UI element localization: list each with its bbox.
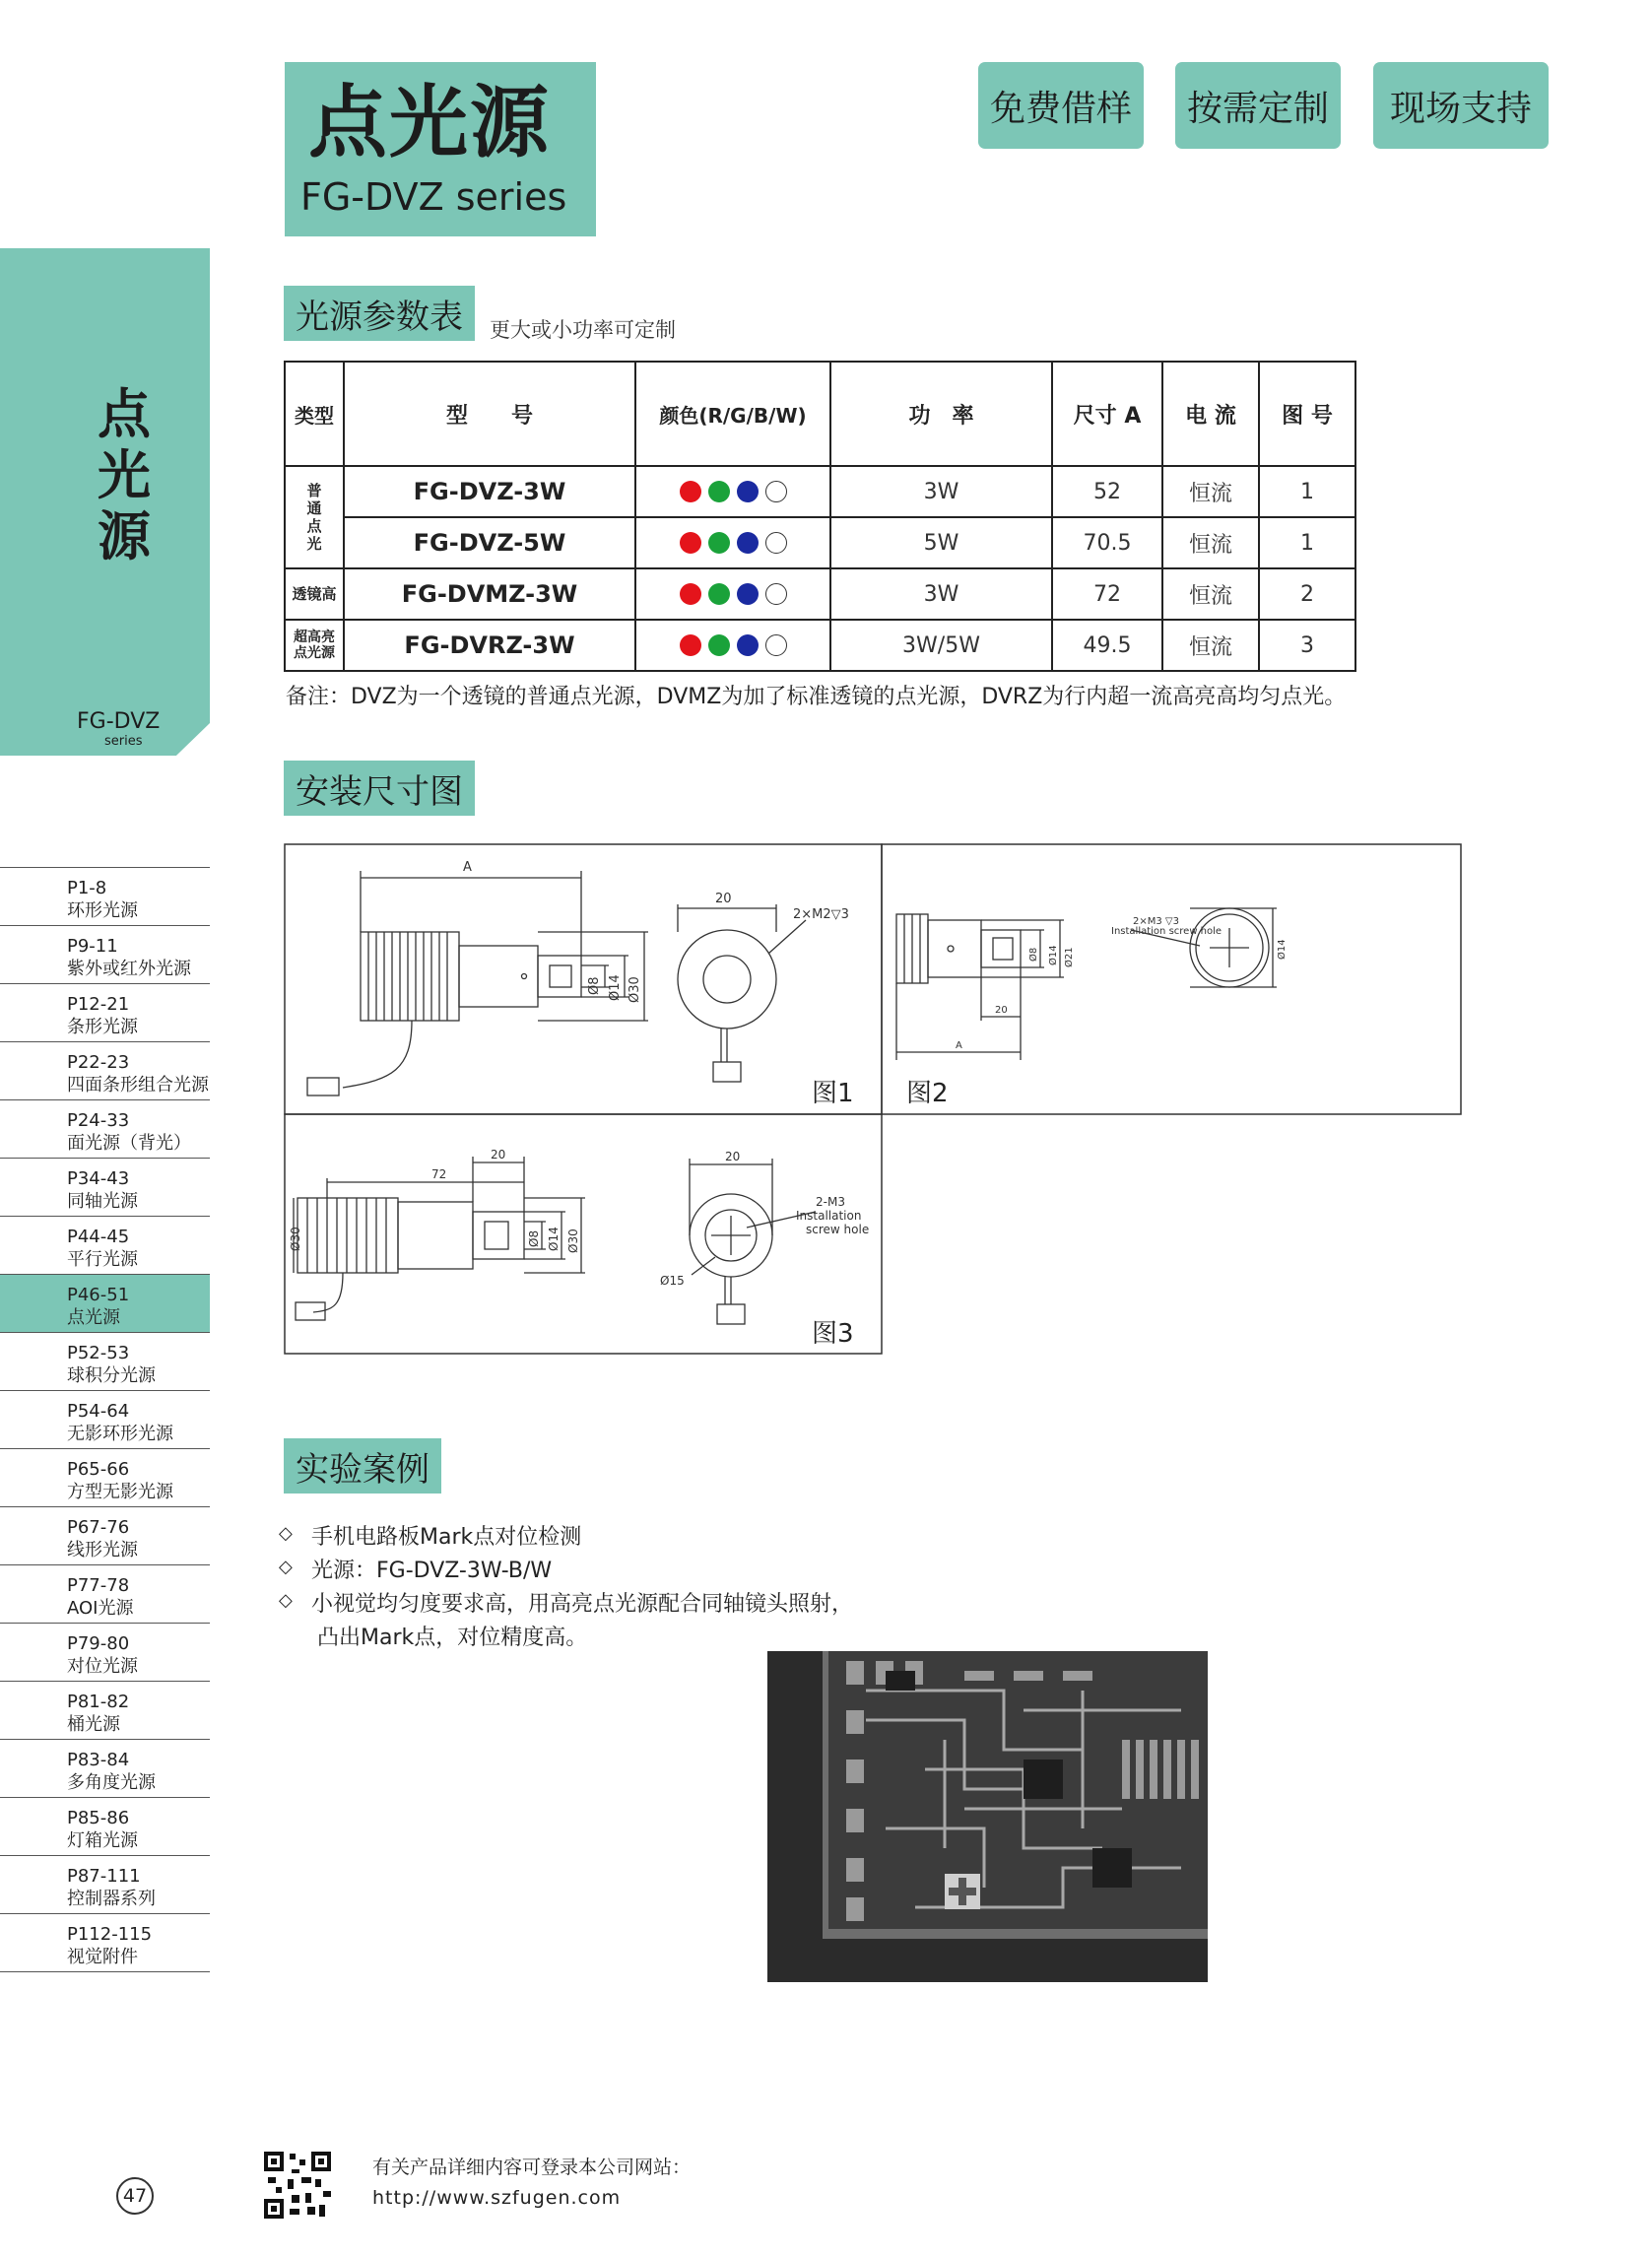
params-table bbox=[284, 361, 1356, 672]
toc-range: P77-78 bbox=[67, 1575, 130, 1596]
toc-range: P24-33 bbox=[67, 1110, 130, 1131]
col-header-type: 类型 bbox=[285, 362, 344, 466]
toc-label: 线形光源 bbox=[67, 1540, 138, 1560]
toc-item[interactable] bbox=[0, 1565, 210, 1624]
color-dots bbox=[636, 532, 829, 554]
fig3-panel bbox=[285, 1114, 882, 1354]
fig-cell: 1 bbox=[1259, 517, 1355, 568]
toc-label: 条形光源 bbox=[67, 1017, 138, 1037]
toc-item[interactable] bbox=[0, 1159, 210, 1217]
toc-range: P44-45 bbox=[67, 1227, 130, 1247]
toc-range: P79-80 bbox=[67, 1633, 130, 1654]
toc-label: 无影环形光源 bbox=[67, 1424, 173, 1444]
fig2-d14b: Ø14 bbox=[1277, 939, 1288, 960]
red-dot-icon bbox=[680, 583, 701, 605]
table-note: 备注：DVZ为一个透镜的普通点光源，DVMZ为加了标准透镜的点光源，DVRZ为行内超一流高亮高均匀点光。 bbox=[286, 685, 1347, 709]
color-dots bbox=[636, 481, 829, 502]
toc-range: P34-43 bbox=[67, 1168, 130, 1189]
page-subtitle: FG-DVZ series bbox=[300, 175, 567, 219]
white-dot-icon bbox=[765, 532, 787, 554]
fig1-screw-mark bbox=[522, 974, 527, 979]
toc-label: 平行光源 bbox=[67, 1249, 138, 1270]
install-heading: 安装尺寸图 bbox=[284, 761, 475, 816]
fig1-connector bbox=[307, 1078, 339, 1095]
toc-item[interactable] bbox=[0, 868, 210, 926]
toc-label: 环形光源 bbox=[67, 900, 138, 921]
toc-range: P85-86 bbox=[67, 1808, 130, 1828]
power-cell: 3W bbox=[830, 466, 1052, 517]
green-dot-icon bbox=[708, 634, 730, 656]
fig2-screw-spec: 2×M3 ▽3 bbox=[1133, 916, 1179, 927]
type-label: 超高亮点光源 bbox=[294, 630, 335, 661]
qr-code-icon bbox=[262, 2150, 333, 2221]
toc-label: 灯箱光源 bbox=[67, 1830, 138, 1851]
col-header-size: 尺寸 A bbox=[1052, 362, 1162, 466]
toc-item[interactable] bbox=[0, 926, 210, 984]
fig1-cable bbox=[343, 1021, 412, 1088]
toc-range: P87-111 bbox=[67, 1866, 141, 1887]
toc-range: P54-64 bbox=[67, 1401, 130, 1422]
sidebar-title: 点光源 bbox=[98, 383, 151, 567]
case-bullet-3: 小视觉均匀度要求高，用高亮点光源配合同轴镜头照射， bbox=[311, 1592, 854, 1617]
size-cell: 52 bbox=[1052, 466, 1162, 517]
green-dot-icon bbox=[708, 481, 730, 502]
toc-range: P22-23 bbox=[67, 1052, 130, 1073]
footer-website-url[interactable]: http://www.szfugen.com bbox=[372, 2187, 622, 2209]
type-cell bbox=[285, 466, 344, 568]
red-dot-icon bbox=[680, 634, 701, 656]
service-badge-free-sample: 免费借样 bbox=[978, 62, 1144, 149]
fig1-nose bbox=[538, 956, 581, 997]
fig1-front-inner bbox=[703, 956, 751, 1003]
col-header-fig: 图 号 bbox=[1259, 362, 1355, 466]
white-dot-icon bbox=[765, 634, 787, 656]
bullet-marker: ◇ bbox=[279, 1590, 293, 1611]
toc-item[interactable] bbox=[0, 1682, 210, 1740]
model-cell: FG-DVMZ-3W bbox=[344, 568, 635, 620]
toc-range: P46-51 bbox=[67, 1285, 130, 1305]
col-header-power: 功 率 bbox=[830, 362, 1052, 466]
fig3-dim-20b: 20 bbox=[725, 1150, 741, 1163]
fig2-label: 图2 bbox=[906, 1079, 949, 1108]
table-of-contents bbox=[0, 867, 210, 1972]
toc-label: 对位光源 bbox=[67, 1656, 138, 1677]
case-bullet-1: 手机电路板Mark点对位检测 bbox=[311, 1525, 582, 1550]
fig3-nose bbox=[473, 1212, 524, 1259]
service-badge-custom: 按需定制 bbox=[1175, 62, 1341, 149]
fig3-label: 图3 bbox=[812, 1319, 854, 1349]
color-dots bbox=[636, 634, 829, 656]
fig2-heatsink bbox=[896, 914, 928, 983]
red-dot-icon bbox=[680, 532, 701, 554]
current-cell: 恒流 bbox=[1162, 568, 1259, 620]
fig3-lens bbox=[485, 1222, 508, 1249]
fig1-dim-a: A bbox=[463, 860, 472, 875]
fig2-dim-20: 20 bbox=[995, 1005, 1008, 1016]
model-cell: FG-DVZ-5W bbox=[344, 517, 635, 568]
fig-cell: 2 bbox=[1259, 568, 1355, 620]
fig-cell: 3 bbox=[1259, 620, 1355, 671]
fig3-d8: Ø8 bbox=[527, 1229, 541, 1247]
green-dot-icon bbox=[708, 583, 730, 605]
toc-label: 多角度光源 bbox=[67, 1772, 156, 1793]
table-row bbox=[285, 517, 1355, 568]
fig1-d30: Ø30 bbox=[628, 976, 642, 1003]
toc-item[interactable] bbox=[0, 1856, 210, 1914]
fig2-d14: Ø14 bbox=[1048, 945, 1059, 965]
fig2-nose bbox=[981, 930, 1021, 967]
table-header-row bbox=[285, 362, 1355, 466]
fig1-heatsink bbox=[361, 932, 459, 1021]
fig3-front-connector bbox=[717, 1304, 745, 1324]
fig-cell: 1 bbox=[1259, 466, 1355, 517]
col-header-current: 电 流 bbox=[1162, 362, 1259, 466]
bullet-marker: ◇ bbox=[279, 1557, 293, 1577]
toc-label: 点光源 bbox=[67, 1307, 120, 1328]
fig3-d14: Ø14 bbox=[547, 1227, 561, 1251]
toc-item[interactable] bbox=[0, 1275, 210, 1333]
fig3-d15: Ø15 bbox=[660, 1274, 685, 1288]
toc-range: P112-115 bbox=[67, 1924, 153, 1945]
bullet-marker: ◇ bbox=[279, 1523, 293, 1544]
size-cell: 72 bbox=[1052, 568, 1162, 620]
toc-item[interactable] bbox=[0, 1333, 210, 1391]
type-label: 普通点光 bbox=[306, 482, 322, 553]
case-bullet-3-cont: 凸出Mark点，对位精度高。 bbox=[317, 1626, 588, 1650]
cases-heading: 实验案例 bbox=[284, 1438, 441, 1494]
toc-item[interactable] bbox=[0, 1042, 210, 1100]
fig1-d14: Ø14 bbox=[608, 974, 623, 1001]
fig1-label: 图1 bbox=[812, 1079, 854, 1108]
toc-range: P12-21 bbox=[67, 994, 130, 1015]
mark-cross bbox=[945, 1874, 980, 1909]
case-pcb-image bbox=[767, 1651, 1208, 1982]
fig3-screw-text1: Installation bbox=[796, 1209, 862, 1223]
power-cell: 5W bbox=[830, 517, 1052, 568]
toc-item[interactable] bbox=[0, 1217, 210, 1275]
power-cell: 3W/5W bbox=[830, 620, 1052, 671]
toc-item[interactable] bbox=[0, 1449, 210, 1507]
col-header-color: 颜色(R/G/B/W) bbox=[635, 362, 830, 466]
col-header-model: 型 号 bbox=[344, 362, 635, 466]
red-dot-icon bbox=[680, 481, 701, 502]
fig2-body bbox=[928, 920, 981, 977]
fig1-front-connector bbox=[713, 1062, 741, 1082]
size-cell: 70.5 bbox=[1052, 517, 1162, 568]
color-dots-cell bbox=[635, 517, 830, 568]
page-title: 点光源 bbox=[308, 77, 551, 168]
toc-label: 桶光源 bbox=[67, 1714, 120, 1735]
toc-item[interactable] bbox=[0, 1507, 210, 1565]
blue-dot-icon bbox=[737, 634, 759, 656]
fig3-body bbox=[398, 1202, 473, 1269]
footer-website-note: 有关产品详细内容可登录本公司网站： bbox=[372, 2157, 692, 2178]
toc-label: AOI光源 bbox=[67, 1598, 134, 1619]
toc-label: 方型无影光源 bbox=[67, 1482, 173, 1502]
fig1-panel bbox=[285, 844, 882, 1114]
blue-dot-icon bbox=[737, 532, 759, 554]
blue-dot-icon bbox=[737, 583, 759, 605]
table-row bbox=[285, 466, 1355, 517]
fig3-d30b: Ø30 bbox=[566, 1228, 580, 1253]
fig1-dim-20: 20 bbox=[715, 892, 732, 906]
case-bullet-2: 光源：FG-DVZ-3W-B/W bbox=[311, 1559, 553, 1583]
toc-item[interactable] bbox=[0, 1391, 210, 1449]
fig1-screw: 2×M2▽3 bbox=[793, 907, 849, 922]
toc-label: 球积分光源 bbox=[67, 1365, 156, 1386]
toc-range: P81-82 bbox=[67, 1692, 130, 1712]
fig2-d8: Ø8 bbox=[1028, 947, 1039, 962]
toc-range: P9-11 bbox=[67, 936, 118, 957]
toc-range: P67-76 bbox=[67, 1517, 130, 1538]
blue-dot-icon bbox=[737, 481, 759, 502]
white-dot-icon bbox=[765, 481, 787, 502]
type-cell bbox=[285, 620, 344, 671]
model-cell: FG-DVZ-3W bbox=[344, 466, 635, 517]
title-block bbox=[285, 62, 596, 236]
fig2-d21: Ø21 bbox=[1064, 947, 1075, 967]
current-cell: 恒流 bbox=[1162, 620, 1259, 671]
color-dots-cell bbox=[635, 568, 830, 620]
sidebar-series-sub: series bbox=[104, 734, 143, 749]
toc-label: 紫外或红外光源 bbox=[67, 959, 191, 979]
toc-range: P1-8 bbox=[67, 878, 107, 898]
install-drawings bbox=[284, 843, 1462, 1356]
fig3-heatsink bbox=[297, 1198, 398, 1273]
color-dots-cell bbox=[635, 620, 830, 671]
fig3-dim-72: 72 bbox=[431, 1167, 447, 1181]
fig3-screw-spec: 2-M3 bbox=[816, 1195, 845, 1209]
sidebar-series-code: FG-DVZ bbox=[77, 709, 161, 734]
current-cell: 恒流 bbox=[1162, 466, 1259, 517]
toc-range: P83-84 bbox=[67, 1750, 130, 1770]
fig1-d8: Ø8 bbox=[587, 976, 602, 995]
size-cell: 49.5 bbox=[1052, 620, 1162, 671]
color-dots bbox=[636, 583, 829, 605]
table-row bbox=[285, 620, 1355, 671]
fig2-lens bbox=[993, 938, 1013, 960]
table-row bbox=[285, 568, 1355, 620]
toc-label: 控制器系列 bbox=[67, 1889, 156, 1909]
power-cell: 3W bbox=[830, 568, 1052, 620]
toc-item[interactable] bbox=[0, 1100, 210, 1159]
current-cell: 恒流 bbox=[1162, 517, 1259, 568]
toc-item[interactable] bbox=[0, 1798, 210, 1856]
toc-item[interactable] bbox=[0, 984, 210, 1042]
params-subheading: 更大或小功率可定制 bbox=[490, 318, 676, 342]
fig2-panel bbox=[882, 844, 1461, 1114]
params-heading: 光源参数表 bbox=[284, 286, 475, 341]
service-badge-onsite-support: 现场支持 bbox=[1373, 62, 1549, 149]
fig2-screw-mark bbox=[948, 946, 954, 952]
toc-range: P65-66 bbox=[67, 1459, 130, 1480]
toc-item[interactable] bbox=[0, 1740, 210, 1798]
white-dot-icon bbox=[765, 583, 787, 605]
fig1-lens bbox=[550, 965, 571, 987]
toc-label: 同轴光源 bbox=[67, 1191, 138, 1212]
model-cell: FG-DVRZ-3W bbox=[344, 620, 635, 671]
fig3-dim-20: 20 bbox=[491, 1148, 506, 1162]
toc-item[interactable] bbox=[0, 1624, 210, 1682]
fig3-screw-text2: screw hole bbox=[806, 1223, 870, 1236]
fig3-cable bbox=[313, 1273, 343, 1312]
green-dot-icon bbox=[708, 532, 730, 554]
toc-range: P52-53 bbox=[67, 1343, 130, 1363]
toc-label: 四面条形组合光源 bbox=[67, 1075, 209, 1095]
page-number: 47 bbox=[116, 2177, 154, 2215]
toc-item[interactable] bbox=[0, 1914, 210, 1972]
color-dots-cell bbox=[635, 466, 830, 517]
fig1-front-outer bbox=[678, 930, 776, 1029]
toc-label: 面光源（背光） bbox=[67, 1133, 191, 1154]
type-cell: 透镜高 bbox=[285, 568, 344, 620]
fig2-dim-a: A bbox=[956, 1040, 962, 1051]
fig2-screw-text: Installation screw hole bbox=[1111, 926, 1222, 937]
toc-label: 视觉附件 bbox=[67, 1947, 138, 1967]
fig3-d30: Ø30 bbox=[289, 1227, 302, 1251]
